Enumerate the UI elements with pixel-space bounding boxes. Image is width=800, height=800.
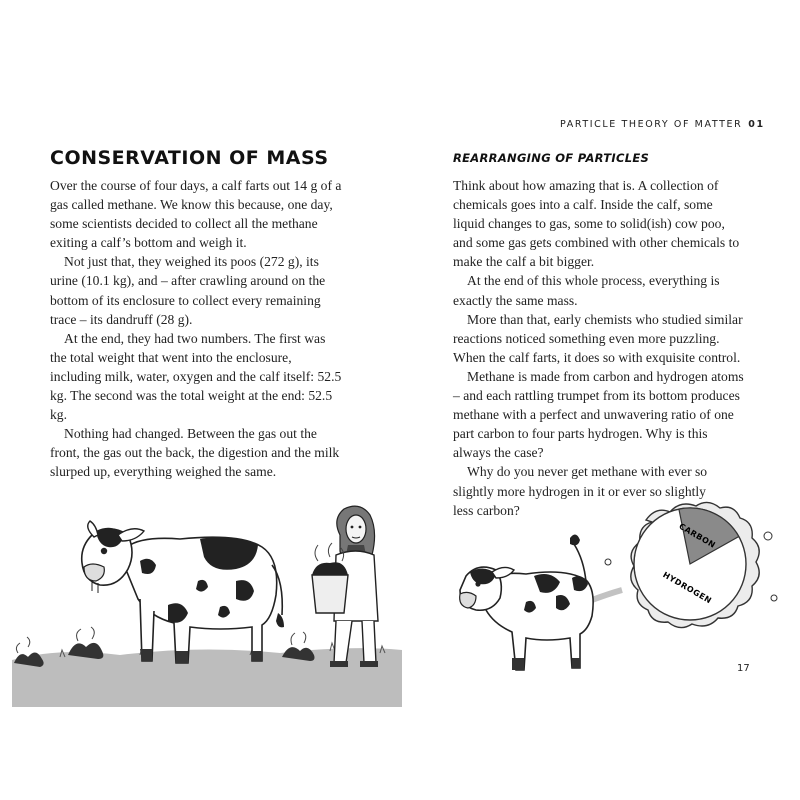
right-paragraph: Methane is made from carbon and hydrogen atoms – and each rattling trumpet from its bottom produces methane with a perfect and unwavering ratio of one part carbon to four parts hydrogen. Why is this always the case? (453, 368, 744, 461)
cow-drawing (82, 521, 284, 663)
poo-pile-icon (68, 627, 103, 659)
running-head-title: PARTICLE THEORY OF MATTER (560, 119, 743, 130)
right-paragraph: Why do you never get methane with ever so slightly more hydrogen in it or ever so slightly less carbon? (453, 464, 708, 518)
poo-pile-icon (14, 637, 44, 667)
right-paragraph: At the end of this whole process, everything is exactly the same mass. (453, 273, 720, 308)
right-heading: REARRANGING OF PARTICLES (453, 151, 650, 165)
cow-scientist-illustration (0, 495, 402, 707)
cow-drawing (460, 534, 593, 670)
hydrogen-label: HYDROGEN (661, 570, 714, 606)
left-paragraph: Over the course of four days, a calf farts out 14 g of a gas called methane. We know this because, one day, some scientists decided to collect all the methane exiting a calf’s bottom and weigh it. (50, 178, 342, 251)
page-number: 17 (737, 663, 750, 674)
left-heading: CONSERVATION OF MASS (50, 147, 329, 169)
left-paragraph: Nothing had changed. Between the gas out the front, the gas out the back, the digestion and the milk slurped up, everything weighed the same. (50, 426, 340, 480)
chapter-number: 01 (748, 119, 765, 130)
left-column (50, 176, 342, 482)
left-paragraph: At the end, they had two numbers. The first was the total weight that went into the enclosure, including milk, water, oxygen and the calf itself: 52.5 kg. The second was the total weight at the end: 52.5 kg. (50, 330, 342, 423)
carbon-label: CARBON (677, 521, 718, 550)
left-paragraph: Not just that, they weighed its poos (272 g), its urine (10.1 kg), and – after crawling around on the bottom of its enclosure to collect every remaining trace – its dandruff (28 g). (50, 254, 326, 327)
methane-pie (634, 508, 746, 620)
right-paragraph: Think about how amazing that is. A collection of chemicals goes into a calf. Inside the calf, some liquid changes to gas, some to solid(ish) cow poo, and some gas gets combined with other chemicals to make the calf a bit bigger. (453, 178, 740, 270)
scientist-drawing (312, 506, 378, 667)
fart-cloud-illustration (446, 490, 800, 690)
poo-pile-icon (282, 632, 315, 661)
right-column (453, 176, 745, 520)
right-paragraph: More than that, early chemists who studied similar reactions noticed something even more puzzling. When the calf farts, it does so with exquisite control. (453, 311, 743, 365)
running-head (560, 119, 765, 130)
